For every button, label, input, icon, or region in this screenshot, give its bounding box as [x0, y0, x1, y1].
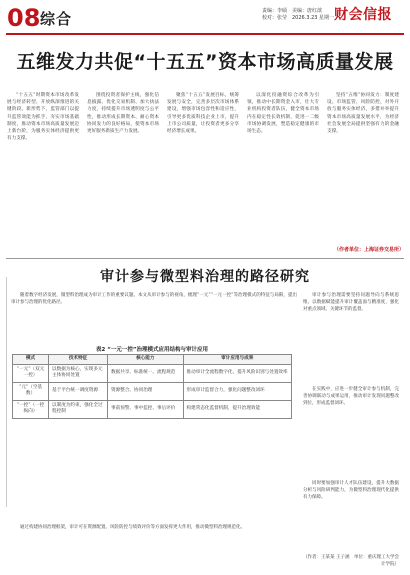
table-header: 技术特征 [49, 355, 108, 365]
lower-right-column-3: 同时要加强审计人才队伍建设，提升大数据分析与风险研判能力，为微型料治理现代化提供有力保障。 [303, 481, 399, 500]
table-header: 审计应用与成果 [183, 355, 291, 365]
article-column-3: 聚焦“十五五”发展目标，统筹发展与安全，完善多层次市场体系建设，增强市场包容性和适应性，引导更多优质科技企业上市，提升上市公司质量，让投资者更多分享经济增长成果。 [167, 93, 239, 135]
table-cell: 以制度为约束，强化全过程控制 [49, 400, 108, 418]
lower-right-column-2: 在实践中，应进一步健全审计参与机制，完善协调联动与成果运用，推动审计发现问题整改到位，形成监督闭环。 [303, 387, 399, 406]
article-column-4: 以深化投融资综合改革为引领，推动中长期资金入市，壮大专业机构投资者队伍，健全资本市场内在稳定性长效机制，促进一二级市场协调发展，塑造稳定健康的市场生态。 [247, 93, 319, 135]
lower-article [7, 292, 403, 572]
article-column-2: 围绕投资者保护主线，强化信息披露、优化交易机制、加大执法力度，持续提升市场透明度与公平性，推动形成长期资本、耐心资本协同发力的良好格局，使资本市场更好服务新质生产力发展。 [87, 93, 159, 135]
section-number: 08 [7, 4, 41, 32]
table-header: 模式 [13, 355, 49, 365]
table-row [13, 400, 292, 418]
table-cell: 推动审计全流程数字化，提升风险识别与处置效率 [183, 364, 291, 382]
article-column-1: “十五五”时期资本市场改革发展与经济转型、开放纵深推进的关键阶段。新形势下，监管部门以提升监管效能为抓手，夯实市场基础制度，推动资本市场高质量发展迈上新台阶，为服务实体经济提供更有力支撑。 [7, 93, 79, 142]
table-row [13, 364, 292, 382]
section-name: 综合 [40, 10, 73, 28]
table-cell: “一元”（双元一控） [13, 364, 49, 382]
table-cell: 形成审计监督合力，强化问题整改闭环 [183, 382, 291, 400]
table-header: 核心能力 [108, 355, 184, 365]
lower-byline: （作者：王某某 王子涵 单位：重庆理工大学会计学院） [303, 555, 399, 567]
table-cell: 资源整合、协同治理 [108, 382, 184, 400]
newspaper-logo: 财会信报 [334, 7, 392, 23]
lower-intro: 随着数字经济发展，微型料治理成为审计工作的重要议题。本文从审计参与的视角，梳理“一元”“一元一控”等治理模式的特征与局限，提出审计参与治理的优化路径。 [11, 293, 297, 305]
table-cell: “一控”（一控纵向） [13, 400, 49, 418]
lower-left-text: 通过构建协同治理框架，审计可在资源配置、风险防控与绩效评价等方面发挥更大作用，推动微型料治理规范化。 [20, 525, 245, 530]
header-rule [6, 33, 404, 35]
table-cell: 以数据为核心，实现多元主体协同处置 [49, 364, 108, 382]
lower-right-column-1: 审计参与治理需要坚持问题导向与系统思维，以数据赋能提升审计覆盖面与精准度，强化对重点领域、关键环节的监督。 [303, 293, 399, 312]
governance-table [12, 354, 292, 419]
table-cell: “元”（空基数） [13, 382, 49, 400]
main-headline: 五维发力共促“十五五”资本市场高质量发展 [16, 51, 394, 73]
table-cell: 数据共享、标准统一、流程规范 [108, 364, 184, 382]
table-title: 表2 “一元一控”治理模式应用结构与审计应用 [96, 347, 208, 353]
section-divider [6, 258, 404, 259]
table-cell: 基于平台统一调度资源 [49, 382, 108, 400]
article-column-5: 坚持“五维”协同发力：制度建设、市场监管、风险防控、对外开放与服务实体经济，多措并举提升资本市场高质量发展水平，为经济社会发展全局提供坚强有力的金融支撑。 [327, 93, 399, 135]
page-header [0, 0, 410, 38]
table-row [13, 382, 292, 400]
table-header-row [13, 355, 292, 365]
lower-headline: 审计参与微型料治理的路径研究 [100, 269, 310, 285]
issue-date: 校对：张莹 2026.3.23 星期一 [262, 15, 335, 21]
upper-byline: （作者单位：上海证券交易所） [333, 247, 404, 253]
table-cell: 事前预警、事中监控、事后评价 [108, 400, 184, 418]
editor-credits: 责编：李硕 美编：唐红歆 [262, 8, 323, 14]
table-cell: 构建常态化监督机制，提升治理效能 [183, 400, 291, 418]
upper-article [7, 92, 403, 252]
